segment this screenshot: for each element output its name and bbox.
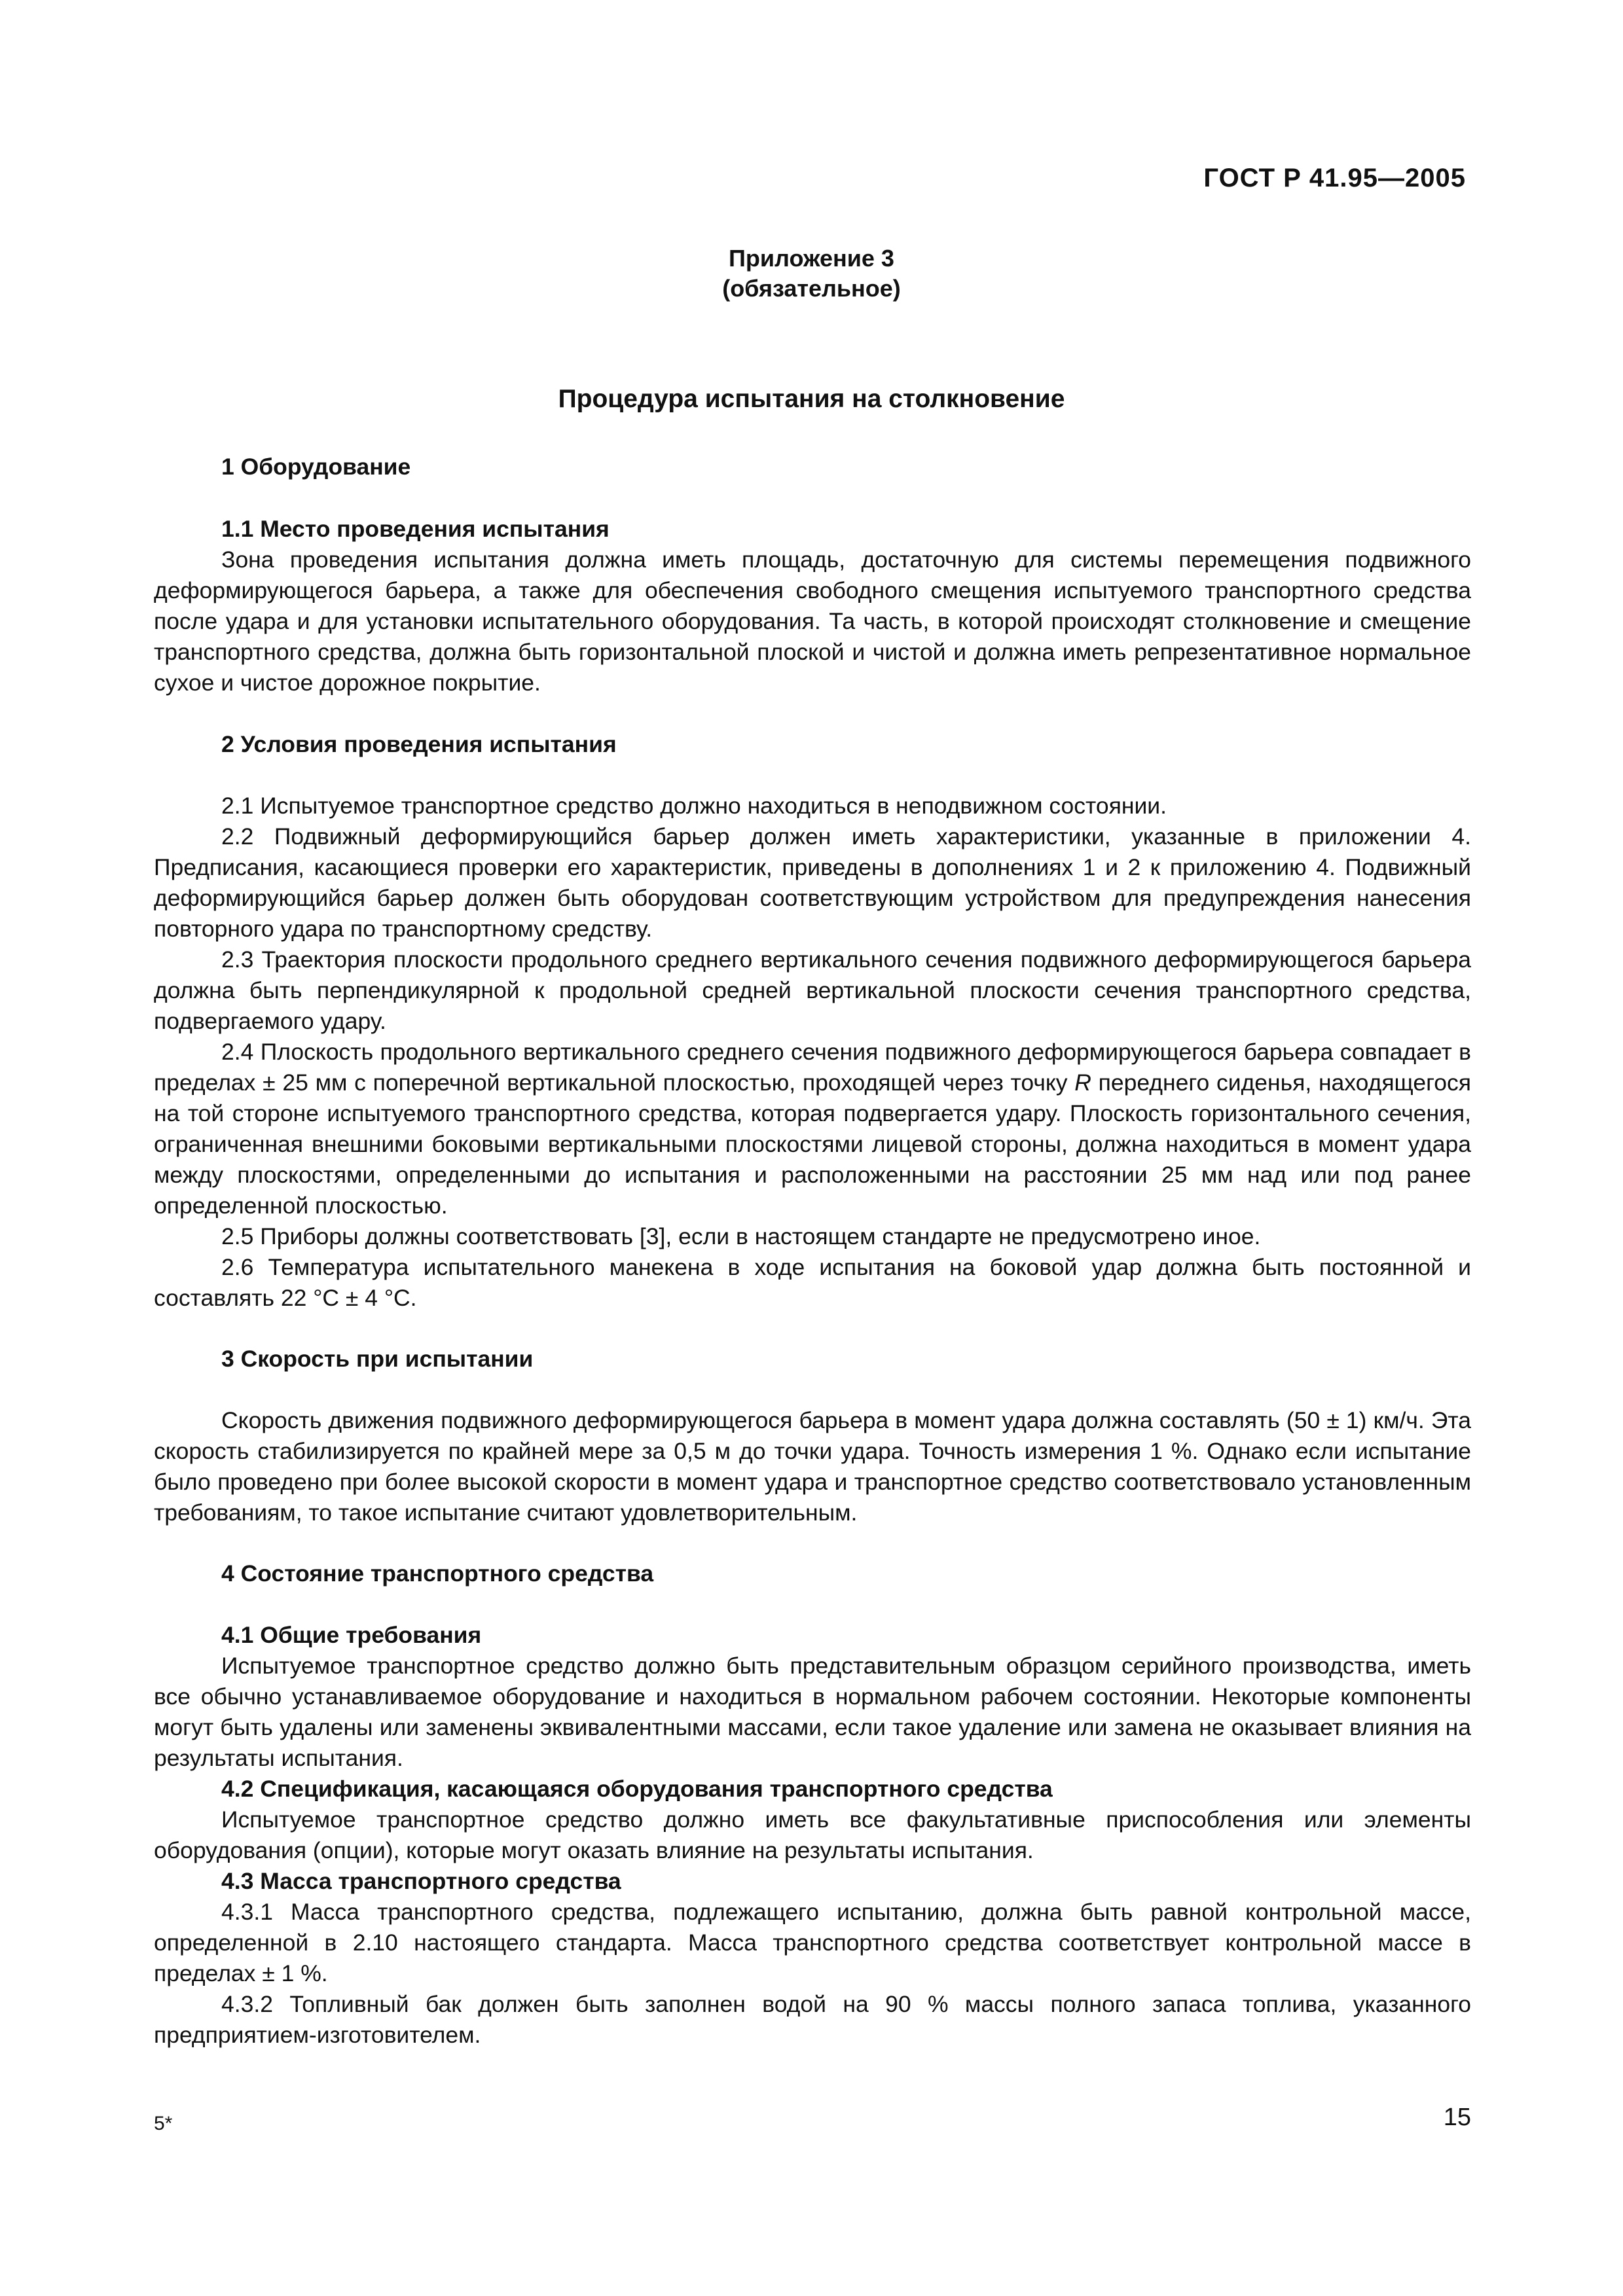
- paragraph-part: переднего сиденья, находящегося на той стороне испытуемого транспортного средства, которая подвергается удару. Плоскость горизонтального сечения, ограниченная внешними боковыми вертикальными плоскостями лицевой стороны, должна находиться в момент удара между плоскостями, определенными до испытания и расположенными на расстоянии 25 мм над или под ранее определенной плоскостью.: [154, 1069, 1471, 1219]
- paragraph: Зона проведения испытания должна иметь площадь, достаточную для системы перемещения подвижного деформирующегося барьера, а также для обеспечения свободного смещения испытуемого транспортного средства после удара и для установки испытательного оборудования. Та часть, в которой происходят столкновение и смещение транспортного средства, должна быть горизонтальной плоской и чистой и должна иметь репрезентативное нормальное сухое и чистое дорожное покрытие.: [154, 547, 1471, 696]
- page-number: 15: [1443, 2104, 1471, 2131]
- paragraph: Скорость движения подвижного деформирующегося барьера в момент удара должна составлять (50 ± 1) км/ч. Эта скорость стабилизируется по крайней мере за 0,5 м до точки удара. Точность измерения 1 %. Однако если испытание было проведено при более высокой скорости в момент удара и транспортное средство соответствовало установленным требованиям, то такое испытание считают удовлетворительным.: [154, 1407, 1471, 1526]
- paragraph: Испытуемое транспортное средство должно быть представительным образцом серийного производства, иметь все обычно устанавливаемое оборудование и находиться в нормальном рабочем состоянии. Некоторые компоненты могут быть удалены или заменены эквивалентными массами, если такое удаление или замена не оказывает влияния на результаты испытания.: [154, 1653, 1471, 1771]
- document-title: Процедура испытания на столкновение: [558, 385, 1065, 413]
- document-body: [154, 452, 1471, 2051]
- subsection-heading: 4.2 Спецификация, касающаяся оборудования транспортного средства: [221, 1776, 1053, 1802]
- paragraph: 2.5 Приборы должны соответствовать [3], если в настоящем стандарте не предусмотрено иное.: [221, 1223, 1261, 1249]
- paragraph: 4.3.1 Масса транспортного средства, подлежащего испытанию, должна быть равной контрольной массе, определенной в 2.10 настоящего стандарта. Масса транспортного средства соответствует контрольной массе в пределах ± 1 %.: [154, 1899, 1471, 1986]
- annex-number: Приложение 3: [729, 245, 894, 272]
- section-heading: 2 Условия проведения испытания: [221, 731, 617, 757]
- annex-status: (обязательное): [722, 275, 901, 302]
- section-heading: 1 Оборудование: [221, 454, 411, 480]
- paragraph: 2.1 Испытуемое транспортное средство должно находиться в неподвижном состоянии.: [221, 793, 1167, 819]
- subsection-heading: 4.1 Общие требования: [221, 1622, 482, 1648]
- section-heading: 4 Состояние транспортного средства: [221, 1560, 654, 1587]
- paragraph: 4.3.2 Топливный бак должен быть заполнен водой на 90 % массы полного запаса топлива, указанного предприятием-изготовителем.: [154, 1991, 1471, 2048]
- annex-label: [0, 243, 1623, 304]
- point-symbol: R: [1074, 1069, 1091, 1096]
- subsection-heading: 4.3 Масса транспортного средства: [221, 1868, 621, 1894]
- paragraph: 2.3 Траектория плоскости продольного среднего вертикального сечения подвижного деформирующегося барьера должна быть перпендикулярной к продольной средней вертикальной плоскости сечения транспортного средства, подвергаемого удару.: [154, 946, 1471, 1034]
- paragraph: 2.2 Подвижный деформирующийся барьер должен иметь характеристики, указанные в приложении 4. Предписания, касающиеся проверки его характеристик, приведены в дополнениях 1 и 2 к приложению 4. Подвижный деформирующийся барьер должен быть оборудован соответствующим устройством для предупреждения нанесения повторного удара по транспортному средству.: [154, 823, 1471, 942]
- section-heading: 3 Скорость при испытании: [221, 1346, 534, 1372]
- paragraph: 2.6 Температура испытательного манекена в ходе испытания на боковой удар должна быть постоянной и составлять 22 °С ± 4 °С.: [154, 1254, 1471, 1311]
- sheet-mark: 5*: [154, 2113, 173, 2134]
- paragraph: Испытуемое транспортное средство должно иметь все факультативные приспособления или элементы оборудования (опции), которые могут оказать влияние на результаты испытания.: [154, 1806, 1471, 1863]
- subsection-heading: 1.1 Место проведения испытания: [221, 516, 610, 542]
- paragraph: [154, 1037, 1471, 1221]
- paragraph-part: 2.4 Плоскость продольного вертикального среднего сечения подвижного деформирующегося барьера совпадает в пределах ± 25 мм с поперечной вертикальной плоскостью, проходящей через точку: [154, 1039, 1471, 1096]
- standard-id: ГОСТ Р 41.95—2005: [1203, 164, 1466, 192]
